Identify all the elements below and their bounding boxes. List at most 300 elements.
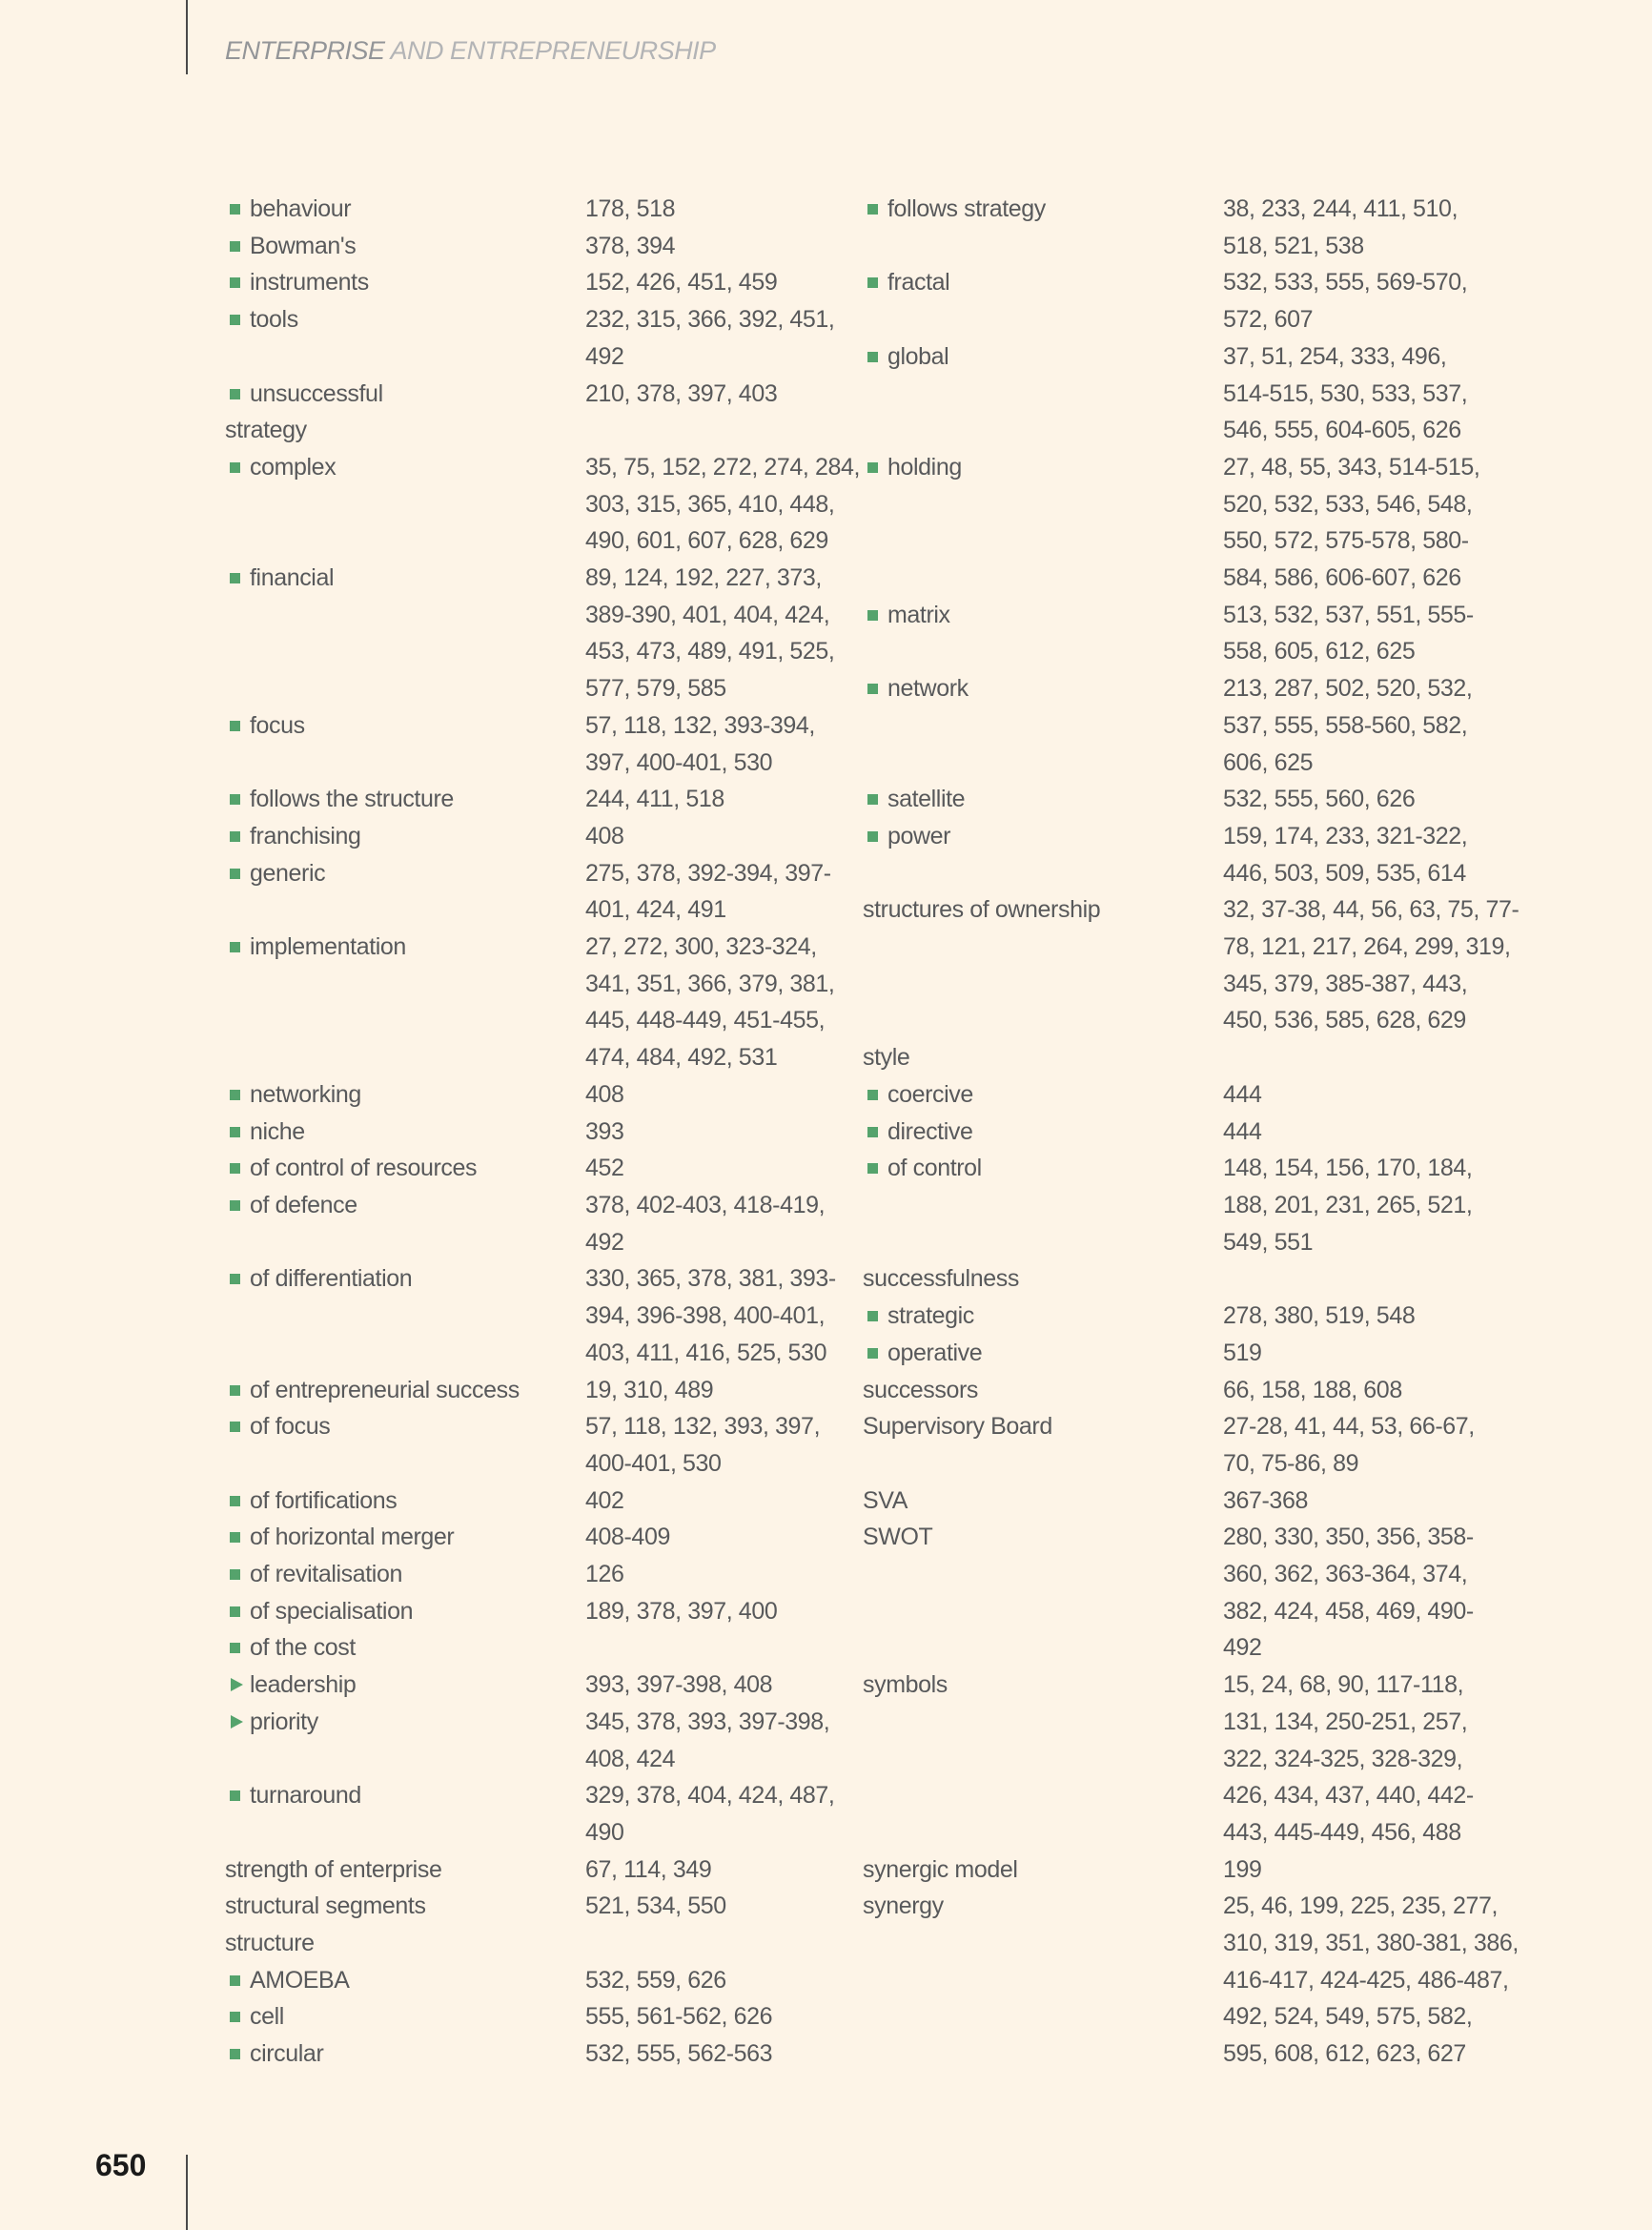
index-entry bbox=[863, 1998, 1482, 2036]
index-page-refs: 532, 533, 555, 569-570, bbox=[1223, 269, 1468, 297]
index-term bbox=[225, 818, 585, 855]
index-entry bbox=[225, 891, 835, 929]
index-page-refs: 393 bbox=[585, 1117, 624, 1145]
index-page-refs: 520, 532, 533, 546, 548, bbox=[1223, 490, 1473, 518]
index-term-text: Supervisory Board bbox=[863, 1413, 1052, 1441]
index-page-refs: 550, 572, 575-578, 580- bbox=[1223, 527, 1469, 555]
square-bullet-icon bbox=[225, 264, 250, 300]
index-page-refs: 32, 37-38, 44, 56, 63, 75, 77- bbox=[1223, 896, 1519, 924]
index-page-refs: 397, 400-401, 530 bbox=[585, 748, 773, 776]
index-term-text: structure bbox=[225, 1930, 315, 1957]
index-term bbox=[863, 1925, 1223, 1962]
index-page-refs: 408 bbox=[585, 1080, 624, 1108]
index-entry bbox=[225, 228, 835, 265]
index-entry bbox=[863, 1335, 1482, 1372]
index-entry bbox=[863, 412, 1482, 449]
index-term bbox=[863, 597, 1223, 634]
index-entry bbox=[225, 781, 835, 818]
index-entry bbox=[863, 707, 1482, 745]
index-page-refs: 555, 561-562, 626 bbox=[585, 2003, 773, 2031]
index-term bbox=[863, 376, 1223, 413]
index-term bbox=[863, 1852, 1223, 1889]
index-entry bbox=[225, 1408, 835, 1445]
square-bullet-icon bbox=[863, 781, 887, 817]
index-term-text: follows the structure bbox=[250, 786, 454, 813]
index-entry bbox=[863, 264, 1482, 301]
index-term-text: Bowman's bbox=[250, 232, 357, 259]
index-page-refs: 389-390, 401, 404, 424, bbox=[585, 601, 830, 628]
index-page-refs: 378, 394 bbox=[585, 232, 676, 259]
index-term-text: style bbox=[863, 1044, 910, 1072]
index-term-text: implementation bbox=[250, 933, 406, 961]
index-entry bbox=[863, 1260, 1482, 1298]
index-entry bbox=[225, 191, 835, 228]
square-bullet-icon bbox=[863, 338, 887, 375]
index-term bbox=[225, 1408, 585, 1445]
index-term-text: financial bbox=[250, 564, 335, 592]
index-page-refs: 546, 555, 604-605, 626 bbox=[1223, 417, 1461, 444]
index-entry bbox=[863, 1114, 1482, 1151]
index-entry bbox=[863, 338, 1482, 376]
index-term-text: network bbox=[887, 675, 969, 703]
index-term bbox=[863, 1076, 1223, 1114]
index-term-text: circular bbox=[250, 2040, 324, 2068]
index-page-refs: 89, 124, 192, 227, 373, bbox=[585, 564, 822, 592]
index-entry bbox=[863, 1741, 1482, 1778]
index-entry bbox=[225, 745, 835, 782]
running-header-title: ENTERPRISE bbox=[225, 36, 385, 65]
index-term-text: of horizontal merger bbox=[250, 1524, 455, 1551]
square-bullet-icon bbox=[225, 1962, 250, 1998]
index-page-refs: 15, 24, 68, 90, 117-118, bbox=[1223, 1671, 1464, 1699]
index-term bbox=[225, 670, 585, 707]
index-term bbox=[225, 1187, 585, 1224]
index-entry bbox=[225, 1888, 835, 1925]
index-term bbox=[225, 707, 585, 745]
index-entry bbox=[225, 1556, 835, 1593]
index-entry bbox=[863, 1519, 1482, 1556]
index-term bbox=[225, 1224, 585, 1261]
index-term-text: of defence bbox=[250, 1191, 357, 1218]
index-term-text: of control of resources bbox=[250, 1155, 478, 1182]
index-entry bbox=[863, 2036, 1482, 2073]
index-term bbox=[225, 855, 585, 892]
square-bullet-icon bbox=[225, 707, 250, 744]
index-page-refs bbox=[585, 1629, 833, 1667]
index-term-text: SVA bbox=[863, 1486, 908, 1514]
index-entry bbox=[863, 745, 1482, 782]
square-bullet-icon bbox=[225, 781, 250, 817]
index-term bbox=[863, 929, 1223, 966]
index-term bbox=[863, 1187, 1223, 1224]
index-term-text: complex bbox=[250, 453, 337, 481]
index-term-text: of the cost bbox=[250, 1634, 356, 1662]
square-bullet-icon bbox=[863, 670, 887, 706]
index-term-text: of revitalisation bbox=[250, 1561, 402, 1588]
index-term bbox=[225, 449, 585, 486]
square-bullet-icon bbox=[863, 264, 887, 300]
index-term-text: niche bbox=[250, 1117, 305, 1145]
index-page-refs: 35, 75, 152, 272, 274, 284, bbox=[585, 453, 861, 481]
index-page-refs: 210, 378, 397, 403 bbox=[585, 379, 778, 407]
index-page-refs: 513, 532, 537, 551, 555- bbox=[1223, 601, 1474, 628]
index-page-refs: 446, 503, 509, 535, 614 bbox=[1223, 859, 1466, 887]
index-page-refs: 38, 233, 244, 411, 510, bbox=[1223, 195, 1458, 222]
index-entry bbox=[225, 376, 835, 413]
index-term bbox=[863, 781, 1223, 818]
index-page-refs: 303, 315, 365, 410, 448, bbox=[585, 490, 835, 518]
index-page-refs: 322, 324-325, 328-329, bbox=[1223, 1745, 1463, 1772]
index-term bbox=[863, 1445, 1223, 1483]
index-entry bbox=[863, 818, 1482, 855]
index-page-refs: 416-417, 424-425, 486-487, bbox=[1223, 1966, 1509, 1994]
index-entry bbox=[225, 1335, 835, 1372]
square-bullet-icon bbox=[225, 1777, 250, 1813]
index-term-text: generic bbox=[250, 859, 326, 887]
index-page-refs: 275, 378, 392-394, 397- bbox=[585, 859, 831, 887]
square-bullet-icon bbox=[863, 1335, 887, 1371]
index-entry bbox=[225, 338, 835, 376]
index-term bbox=[225, 633, 585, 670]
index-page-refs: 549, 551 bbox=[1223, 1228, 1314, 1256]
index-entry bbox=[863, 781, 1482, 818]
index-page-refs: 78, 121, 217, 264, 299, 319, bbox=[1223, 933, 1511, 961]
index-term-text: networking bbox=[250, 1080, 361, 1108]
index-entry bbox=[863, 597, 1482, 634]
index-term bbox=[225, 1962, 585, 1999]
index-page-refs: 577, 579, 585 bbox=[585, 675, 726, 703]
index-entry bbox=[225, 1002, 835, 1039]
index-term bbox=[863, 1998, 1223, 2036]
square-bullet-icon bbox=[225, 855, 250, 891]
index-entry bbox=[225, 818, 835, 855]
index-page-refs: 131, 134, 250-251, 257, bbox=[1223, 1708, 1468, 1735]
index-page-refs: 37, 51, 254, 333, 496, bbox=[1223, 342, 1447, 370]
index-term-text: structural segments bbox=[225, 1892, 426, 1920]
index-page-refs: 518, 521, 538 bbox=[1223, 232, 1364, 259]
square-bullet-icon bbox=[225, 1114, 250, 1150]
index-entry bbox=[863, 1150, 1482, 1187]
index-term bbox=[863, 707, 1223, 745]
index-term bbox=[863, 1150, 1223, 1187]
index-page-refs bbox=[1223, 1039, 1471, 1076]
index-page-refs: 378, 402-403, 418-419, bbox=[585, 1191, 826, 1218]
square-bullet-icon bbox=[863, 818, 887, 854]
index-page-refs bbox=[585, 1925, 833, 1962]
index-term bbox=[863, 1002, 1223, 1039]
index-entry bbox=[225, 264, 835, 301]
index-entry bbox=[863, 560, 1482, 597]
index-term-text: strategic bbox=[887, 1302, 974, 1330]
index-entry bbox=[225, 1150, 835, 1187]
index-entry bbox=[225, 1445, 835, 1483]
square-bullet-icon bbox=[863, 1298, 887, 1334]
index-page-refs: 401, 424, 491 bbox=[585, 896, 726, 924]
index-page-refs: 278, 380, 519, 548 bbox=[1223, 1302, 1416, 1330]
index-page-refs: 532, 559, 626 bbox=[585, 1966, 726, 1994]
index-page-refs: 408, 424 bbox=[585, 1745, 676, 1772]
index-page-refs: 532, 555, 560, 626 bbox=[1223, 786, 1416, 813]
index-page-refs: 70, 75-86, 89 bbox=[1223, 1449, 1359, 1477]
index-page-refs: 490 bbox=[585, 1818, 624, 1846]
index-page-refs: 492 bbox=[585, 1228, 624, 1256]
index-entry bbox=[863, 1039, 1482, 1076]
index-term bbox=[225, 1998, 585, 2036]
index-entry bbox=[225, 1224, 835, 1261]
index-term bbox=[863, 1483, 1223, 1520]
index-term bbox=[225, 1298, 585, 1335]
index-term bbox=[225, 1852, 585, 1889]
index-entry bbox=[863, 1408, 1482, 1445]
square-bullet-icon bbox=[225, 929, 250, 965]
index-term bbox=[225, 522, 585, 560]
index-entry bbox=[225, 1925, 835, 1962]
index-entry bbox=[863, 1852, 1482, 1889]
index-term bbox=[863, 670, 1223, 707]
index-term-text: symbols bbox=[863, 1671, 948, 1699]
index-page-refs: 159, 174, 233, 321-322, bbox=[1223, 822, 1468, 849]
index-term-text: operative bbox=[887, 1339, 983, 1366]
index-page-refs: 244, 411, 518 bbox=[585, 786, 724, 813]
index-term bbox=[225, 338, 585, 376]
index-term bbox=[225, 1593, 585, 1630]
index-column-right bbox=[863, 191, 1519, 2073]
index-term bbox=[225, 1114, 585, 1151]
index-entry bbox=[225, 1039, 835, 1076]
index-entry bbox=[863, 1076, 1482, 1114]
index-page-refs: 402 bbox=[585, 1486, 624, 1514]
index-page-refs: 345, 378, 393, 397-398, bbox=[585, 1708, 830, 1735]
index-page-refs: 27, 48, 55, 343, 514-515, bbox=[1223, 453, 1480, 481]
index-term-text: successfulness bbox=[863, 1265, 1019, 1293]
index-term-text: satellite bbox=[887, 786, 966, 813]
index-term-text: of differentiation bbox=[250, 1265, 413, 1293]
index-page-refs: 188, 201, 231, 265, 521, bbox=[1223, 1191, 1473, 1218]
index-term bbox=[225, 560, 585, 597]
index-page-refs: 232, 315, 366, 392, 451, bbox=[585, 306, 835, 334]
index-term bbox=[225, 966, 585, 1003]
index-page-refs: 408 bbox=[585, 822, 624, 849]
index-term bbox=[225, 264, 585, 301]
index-term bbox=[863, 1335, 1223, 1372]
square-bullet-icon bbox=[225, 818, 250, 854]
index-page-refs: 178, 518 bbox=[585, 195, 676, 222]
index-term bbox=[863, 412, 1223, 449]
index-term bbox=[863, 1408, 1223, 1445]
page-number: 650 bbox=[95, 2148, 147, 2182]
index-term-text: focus bbox=[250, 711, 305, 739]
index-page-refs: 445, 448-449, 451-455, bbox=[585, 1007, 826, 1034]
index-entry bbox=[863, 522, 1482, 560]
index-term bbox=[225, 1335, 585, 1372]
index-entry bbox=[863, 1224, 1482, 1261]
index-term-text: tools bbox=[250, 306, 298, 334]
index-page-refs: 67, 114, 349 bbox=[585, 1855, 712, 1883]
index-term bbox=[863, 1114, 1223, 1151]
square-bullet-icon bbox=[225, 560, 250, 596]
index-entry bbox=[225, 855, 835, 892]
index-page-refs: 572, 607 bbox=[1223, 306, 1314, 334]
index-entry bbox=[863, 301, 1482, 338]
index-entry bbox=[863, 191, 1482, 228]
index-page-refs: 57, 118, 132, 393, 397, bbox=[585, 1413, 821, 1441]
index-term bbox=[863, 966, 1223, 1003]
index-entry bbox=[225, 670, 835, 707]
index-page-refs: 443, 445-449, 456, 488 bbox=[1223, 1818, 1461, 1846]
index-entry bbox=[225, 966, 835, 1003]
index-page-refs: 360, 362, 363-364, 374, bbox=[1223, 1561, 1468, 1588]
index-page-refs: 57, 118, 132, 393-394, bbox=[585, 711, 815, 739]
index-term bbox=[863, 633, 1223, 670]
index-page-refs: 27-28, 41, 44, 53, 66-67, bbox=[1223, 1413, 1475, 1441]
index-page-refs: 199 bbox=[1223, 1855, 1262, 1883]
index-page-refs: 367-368 bbox=[1223, 1486, 1308, 1514]
index-term-text: cell bbox=[250, 2003, 284, 2031]
index-page-refs: 19, 310, 489 bbox=[585, 1376, 714, 1403]
index-term bbox=[225, 1150, 585, 1187]
square-bullet-icon bbox=[863, 1114, 887, 1150]
index-term-text: coercive bbox=[887, 1080, 973, 1108]
index-term bbox=[225, 1667, 585, 1704]
square-bullet-icon bbox=[225, 1998, 250, 2035]
square-bullet-icon bbox=[863, 1076, 887, 1113]
index-entry bbox=[863, 1483, 1482, 1520]
index-term-text: leadership bbox=[250, 1671, 357, 1699]
index-entry bbox=[225, 522, 835, 560]
index-term bbox=[863, 1962, 1223, 1999]
index-term bbox=[863, 891, 1223, 929]
index-page-refs: 400-401, 530 bbox=[585, 1449, 722, 1477]
index-term bbox=[863, 1741, 1223, 1778]
index-page-refs: 393, 397-398, 408 bbox=[585, 1671, 773, 1699]
index-entry bbox=[863, 1593, 1482, 1630]
index-term-text: holding bbox=[887, 453, 962, 481]
index-entry bbox=[225, 1076, 835, 1114]
index-entry bbox=[863, 633, 1482, 670]
index-term-text: unsuccessful bbox=[250, 379, 383, 407]
index-term bbox=[225, 1704, 585, 1741]
index-term bbox=[863, 818, 1223, 855]
index-term-text: strategy bbox=[225, 417, 307, 444]
index-entry bbox=[225, 1372, 835, 1409]
index-entry bbox=[225, 449, 861, 486]
index-page-refs bbox=[1223, 1260, 1471, 1298]
index-entry bbox=[225, 1998, 835, 2036]
square-bullet-icon bbox=[863, 1150, 887, 1186]
index-entry bbox=[225, 2036, 835, 2073]
index-page-refs: 329, 378, 404, 424, 487, bbox=[585, 1782, 835, 1810]
index-page-refs: 490, 601, 607, 628, 629 bbox=[585, 527, 828, 555]
index-entry bbox=[863, 486, 1482, 523]
index-term bbox=[225, 891, 585, 929]
index-page-refs: 519 bbox=[1223, 1339, 1262, 1366]
index-entry bbox=[863, 1629, 1482, 1667]
index-term bbox=[863, 855, 1223, 892]
index-term bbox=[863, 1704, 1223, 1741]
index-entry bbox=[225, 597, 835, 634]
index-term bbox=[225, 191, 585, 228]
index-page-refs: 408-409 bbox=[585, 1524, 670, 1551]
index-entry bbox=[863, 1002, 1482, 1039]
index-page-refs: 444 bbox=[1223, 1117, 1262, 1145]
index-entry bbox=[225, 1187, 835, 1224]
index-term bbox=[863, 449, 1223, 486]
square-bullet-icon bbox=[225, 449, 250, 485]
index-term-text: of fortifications bbox=[250, 1486, 398, 1514]
index-term bbox=[225, 1483, 585, 1520]
square-bullet-icon bbox=[225, 2036, 250, 2072]
square-bullet-icon bbox=[225, 228, 250, 264]
index-term bbox=[863, 1556, 1223, 1593]
index-entry bbox=[863, 1445, 1482, 1483]
index-term bbox=[863, 1629, 1223, 1667]
index-term bbox=[863, 1814, 1223, 1852]
index-entry bbox=[863, 1925, 1519, 1962]
index-term bbox=[225, 1814, 585, 1852]
index-entry bbox=[863, 228, 1482, 265]
index-term-text: behaviour bbox=[250, 195, 352, 222]
index-entry bbox=[225, 1593, 835, 1630]
index-entry bbox=[225, 929, 835, 966]
index-page-refs: 537, 555, 558-560, 582, bbox=[1223, 711, 1468, 739]
square-bullet-icon bbox=[225, 1372, 250, 1408]
index-term bbox=[225, 486, 585, 523]
index-entry bbox=[863, 1704, 1482, 1741]
index-term bbox=[225, 1039, 585, 1076]
index-page-refs: 450, 536, 585, 628, 629 bbox=[1223, 1007, 1466, 1034]
index-term-text: franchising bbox=[250, 822, 361, 849]
index-term-text: AMOEBA bbox=[250, 1966, 350, 1994]
index-entry bbox=[225, 1777, 835, 1814]
index-term-text: directive bbox=[887, 1117, 973, 1145]
running-header-subtitle: AND ENTREPRENEURSHIP bbox=[384, 36, 716, 65]
index-page-refs: 330, 365, 378, 381, 393- bbox=[585, 1265, 836, 1293]
index-term bbox=[863, 1260, 1223, 1298]
index-page-refs: 345, 379, 385-387, 443, bbox=[1223, 970, 1468, 997]
index-term-text: successors bbox=[863, 1376, 979, 1403]
index-term-text: of focus bbox=[250, 1413, 331, 1441]
index-term bbox=[225, 929, 585, 966]
index-page-refs: 492 bbox=[1223, 1634, 1262, 1662]
index-term bbox=[863, 1519, 1223, 1556]
index-term bbox=[863, 1667, 1223, 1704]
index-page-refs: 532, 555, 562-563 bbox=[585, 2040, 773, 2068]
index-page-refs: 444 bbox=[1223, 1080, 1262, 1108]
square-bullet-icon bbox=[225, 1483, 250, 1519]
index-term bbox=[863, 1593, 1223, 1630]
index-page-refs: 148, 154, 156, 170, 184, bbox=[1223, 1155, 1473, 1182]
index-term bbox=[225, 1741, 585, 1778]
index-term bbox=[225, 745, 585, 782]
index-term bbox=[863, 338, 1223, 376]
index-page-refs: 492 bbox=[585, 342, 624, 370]
triangle-bullet-icon bbox=[225, 1704, 250, 1740]
square-bullet-icon bbox=[863, 449, 887, 485]
index-entry bbox=[225, 560, 835, 597]
index-term bbox=[863, 560, 1223, 597]
index-page-refs: 584, 586, 606-607, 626 bbox=[1223, 564, 1461, 592]
index-page-refs: 126 bbox=[585, 1561, 624, 1588]
index-entry bbox=[863, 449, 1482, 486]
index-term-text: follows strategy bbox=[887, 195, 1046, 222]
bottom-vertical-rule bbox=[186, 2155, 188, 2230]
index-entry bbox=[225, 707, 835, 745]
square-bullet-icon bbox=[863, 191, 887, 227]
index-page-refs: 27, 272, 300, 323-324, bbox=[585, 933, 817, 961]
index-page-refs: 213, 287, 502, 520, 532, bbox=[1223, 675, 1473, 703]
index-term-text: of specialisation bbox=[250, 1597, 414, 1625]
index-page-refs: 558, 605, 612, 625 bbox=[1223, 638, 1416, 665]
